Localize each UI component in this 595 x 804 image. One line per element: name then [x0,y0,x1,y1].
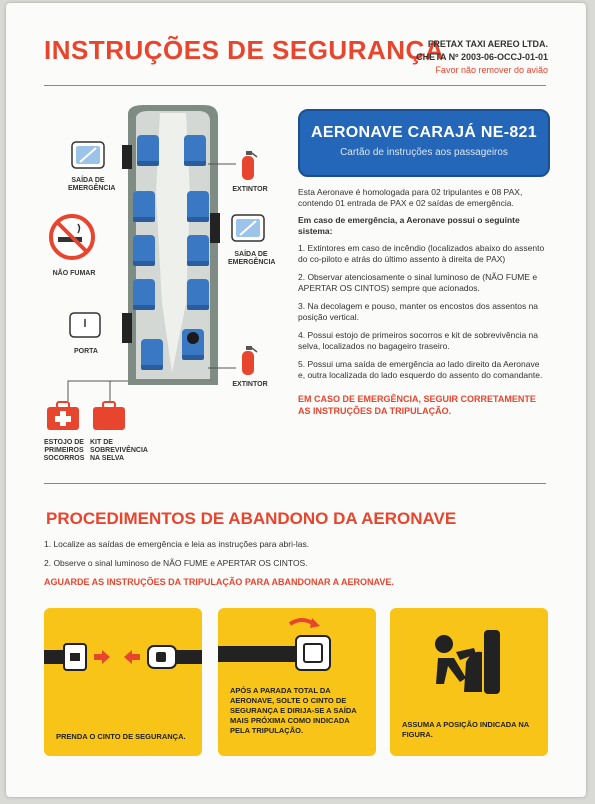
no-smoking-icon [48,213,98,261]
info-intro: Esta Aeronave é homologada para 02 tripulantes e 08 PAX, contendo 01 entrada de PAX e 02 saídas de emergência. [298,187,523,208]
extinguisher-top-label: EXTINTOR [232,186,268,193]
exit-window-icon [68,141,108,169]
door-label: PORTA [74,348,98,355]
abandon-section-title: PROCEDIMENTOS DE ABANDONO DA AERONAVE [46,509,457,528]
do-not-remove-note: Favor não remover do avião [435,65,548,75]
aircraft-subtitle: Cartão de instruções aos passageiros [340,147,508,158]
door-icon [68,311,102,339]
info-item: 2. Observar atenciosamente o sinal luminoso de (NÃO FUME e APERTAR OS CINTOS) sempre que acionados. [298,272,538,293]
seat-rear-left [141,339,163,370]
abandon-step: 2. Observe o sinal luminoso de NÃO FUME e APERTAR OS CINTOS. [44,558,308,568]
header-divider [44,85,546,86]
panel-caption: APÓS A PARADA TOTAL DA AERONAVE, SOLTE O CINTO DE SEGURANÇA E DIRIJA-SE A SAÍDA MAIS PRÓXIMA COMO INDICADA PELA TRIPULAÇÃO. [230,686,357,735]
abandon-warning: AGUARDE AS INSTRUÇÕES DA TRIPULAÇÃO PARA ABANDONAR A AERONAVE. [44,577,394,587]
survival-kit-label: KIT DE SOBREVIVÊNCIA NA SELVA [90,439,148,462]
abandon-step: 1. Localize as saídas de emergência e leia as instruções para abri-las. [44,539,310,549]
info-item: 3. Na decolagem e pouso, manter os encostos dos assentos na posição vertical. [298,301,539,322]
extinguisher-location-marker [187,332,199,344]
seat-row2-left [133,235,155,266]
first-aid-legend [42,401,86,463]
exit-right-legend [228,214,274,267]
aircraft-info [298,187,548,417]
fire-extinguisher-icon [238,346,258,376]
panel-caption: PRENDA O CINTO DE SEGURANÇA. [56,732,186,741]
cheta-number: CHETA Nº 2003-06-OCCJ-01-01 [416,52,548,62]
seat-row3-left [133,279,155,310]
first-aid-kit-icon [46,401,80,431]
panel-release-belt [218,608,376,756]
exit-right-label: SAÍDA DE EMERGÊNCIA [228,251,276,266]
panel-caption: ASSUMA A POSIÇÃO INDICADA NA FIGURA. [402,720,529,739]
brace-position-icon [430,622,510,702]
exit-window-icon [228,214,268,244]
no-smoking-label: NÃO FUMAR [52,270,96,277]
seat-cockpit-left [137,135,159,166]
company-info [416,38,548,77]
extinguisher-top-legend [228,151,272,194]
system-heading: Em caso de emergência, a Aeronave possui o seguinte sistema: [298,215,520,236]
company-name: FRETAX TAXI AEREO LTDA. [427,39,548,49]
seatbelt-icon [218,616,376,682]
fire-extinguisher-icon [238,151,258,181]
section-divider [44,483,546,484]
exit-left-legend [68,141,116,193]
seat-cockpit-right [184,135,206,166]
survival-kit-icon [92,401,126,431]
extinguisher-bottom-label: EXTINTOR [232,381,268,388]
no-smoking-legend [44,213,104,278]
door-legend [68,311,104,356]
exit-left-label: SAÍDA DE EMERGÊNCIA [68,177,116,192]
panel-brace-position [390,608,548,756]
first-aid-label: ESTOJO DE PRIMEIROS SOCORROS [43,439,85,462]
extinguisher-bottom-legend [228,346,272,389]
aircraft-title-box [298,109,550,177]
seatbelt-icon [44,638,202,678]
emergency-note: EM CASO DE EMERGÊNCIA, SEGUIR CORRETAMENTE AS INSTRUÇÕES DA TRIPULAÇÃO. [298,394,536,416]
info-item: 4. Possui estojo de primeiros socorros e kit de sobrevivência na selva, localizados no bagageiro traseiro. [298,330,539,351]
info-item: 5. Possui uma saída de emergência ao lado direito da Aeronave e, outra localizada do lado esquerdo do assento do comandante. [298,359,543,380]
info-item: 1. Extintores em caso de incêndio (localizados abaixo do assento do co-piloto e atrás do último assento à direita de PAX) [298,243,545,264]
panel-fasten-belt [44,608,202,756]
seat-row1-left [133,191,155,222]
survival-kit-legend [90,401,148,463]
safety-card [6,3,586,797]
aircraft-name: AERONAVE CARAJÁ NE-821 [311,124,537,141]
page-title: INSTRUÇÕES DE SEGURANÇA [44,35,445,65]
